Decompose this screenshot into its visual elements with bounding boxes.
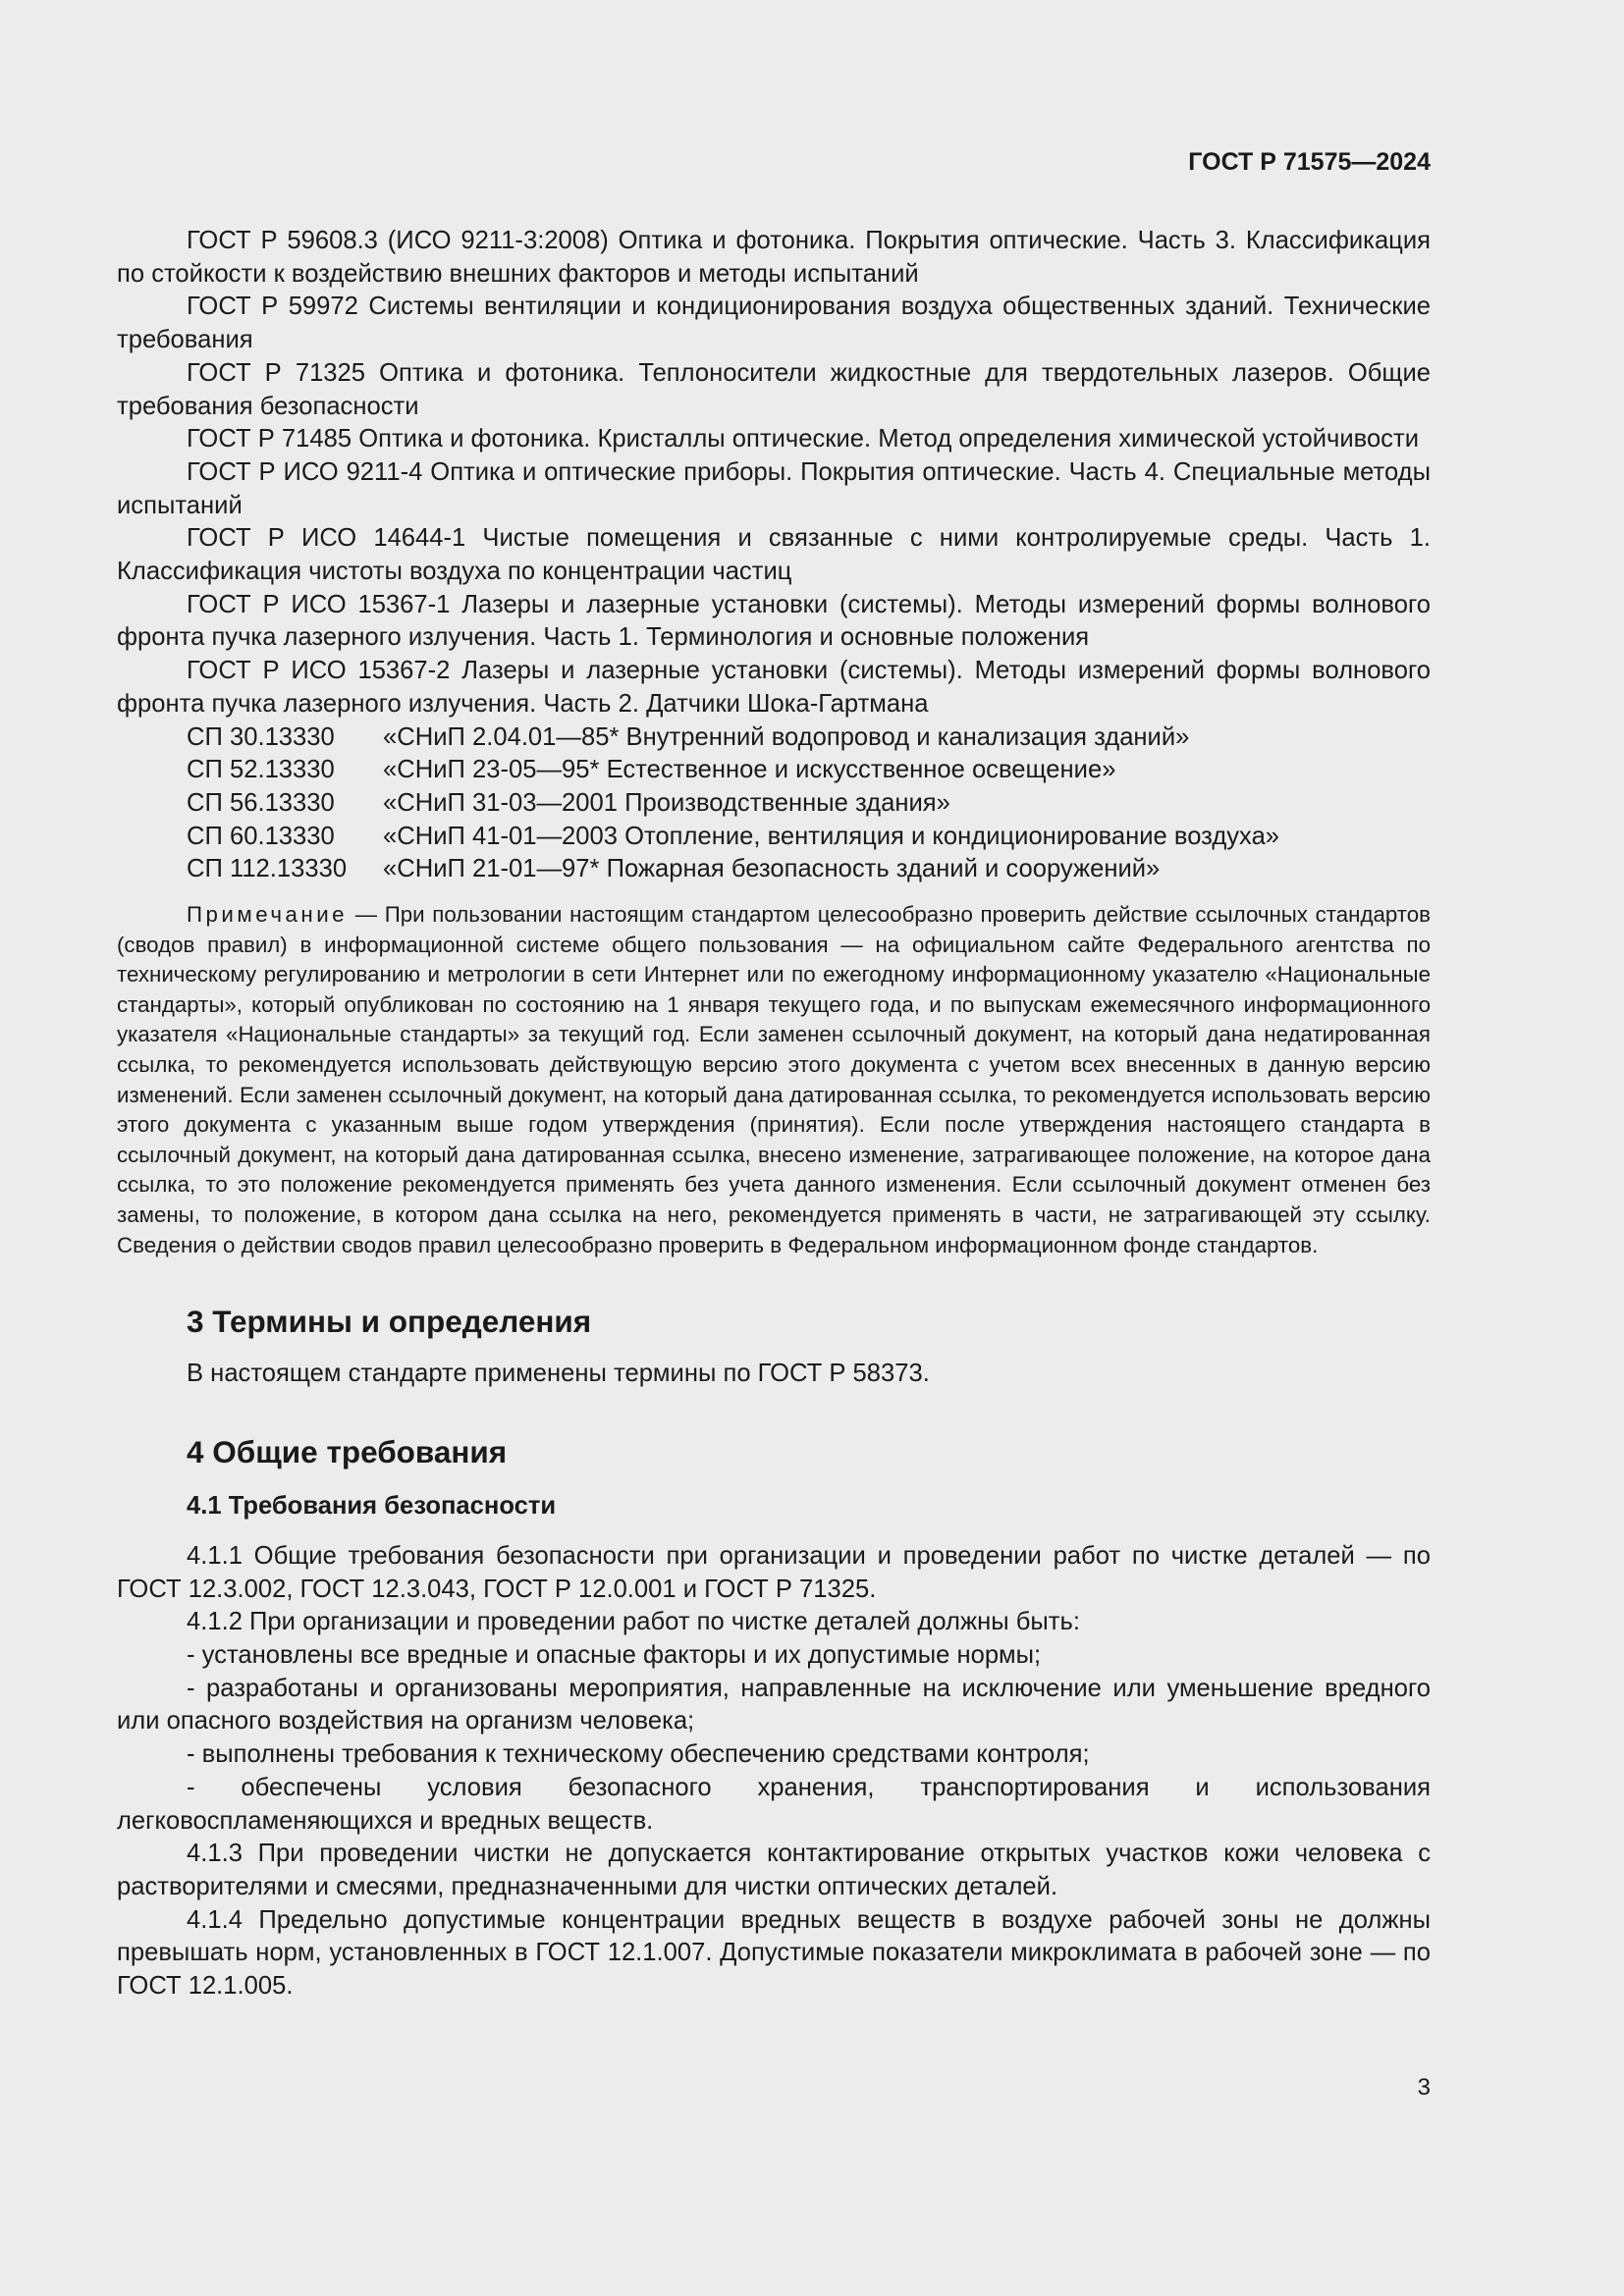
sp-reference-item [117,754,1431,787]
reference-code: ГОСТ Р 71485 [187,425,352,454]
reference-title: Оптика и фотоника. Кристаллы оптические. Метод определения химической устойчивости [358,425,1419,454]
subsection-4-1-heading: 4.1 Требования безопасности [187,1491,557,1520]
sp-reference-code: СП 52.13330 [187,756,335,784]
sp-reference-title: «СНиП 21-01—97* Пожарная безопасность зданий и сооружений» [383,855,1161,883]
reference-title: Оптика и фотоника. Покрытия оптические. Часть 3. Классификация по стойкости к воздействию внешних факторов и методы испытаний [117,227,1431,288]
sp-reference-code: СП 56.13330 [187,788,335,817]
reference-item [117,357,1431,423]
sp-reference-title: «СНиП 31-03—2001 Производственные здания» [383,788,950,817]
note-text: — При пользовании настоящим стандартом целесообразно проверить действие ссылочных стандартов (сводов правил) в информационной системе общего пользования — на официальном сайте Федерального агентства по техническому регулированию и метрологии в сети Интернет или по ежегодному информационному указателю «Национальные стандарты», который опубликован по состоянию на 1 января текущего года, и по выпускам ежемесячного информационного указателя «Национальные стандарты» за текущий год. Если заменен ссылочный документ, на который дана недатированная ссылка, то рекомендуется использовать действующую версию этого документа с учетом всех внесенных в данную версию изменений. Если заменен ссылочный документ, на который дана датированная ссылка, то рекомендуется использовать версию этого документа с указанным выше годом утверждения (принятия). Если после утверждения настоящего стандарта в ссылочный документ, на который дана датированная ссылка, внесено изменение, затрагивающее положение, на которое дана ссылка, то это положение рекомендуется применять без учета данного изменения. Если ссылочный документ отменен без замены, то положение, в котором дана ссылка на него, рекомендуется применять в части, не затрагивающей эту ссылку. Сведения о действии сводов правил целесообразно проверить в Федеральном информационном фонде стандартов. [117,902,1431,1257]
reference-code: ГОСТ Р ИСО 9211-4 [187,457,423,486]
section-4-heading: 4 Общие требования [187,1433,508,1469]
reference-item [117,655,1431,721]
reference-item [117,225,1431,291]
reference-item [117,423,1431,456]
sp-reference-title: «СНиП 23-05—95* Естественное и искусственное освещение» [383,756,1116,784]
reference-code: ГОСТ Р ИСО 14644-1 [187,524,466,553]
clause-4-1-1: 4.1.1 Общие требования безопасности при организации и проведении работ по чистке деталей — по ГОСТ 12.3.002, ГОСТ 12.3.043, ГОСТ Р 12.0.001 и ГОСТ Р 71325. [117,1541,1431,1603]
reference-title: Лазеры и лазерные установки (системы). Методы измерений формы волнового фронта пучка лазерного излучения. Часть 1. Терминология и основные положения [117,590,1431,652]
sp-reference-code: СП 112.13330 [187,855,348,883]
reference-item [117,522,1431,588]
note-label: Примечание [187,902,349,928]
list-item: - установлены все вредные и опасные факторы и их допустимые нормы; [187,1641,1042,1669]
sp-reference-code: СП 30.13330 [187,722,335,751]
reference-code: ГОСТ Р 71325 [187,358,366,387]
list-item: - выполнены требования к техническому обеспечению средствами контроля; [187,1740,1090,1769]
reference-title: Системы вентиляции и кондиционирования воздуха общественных зданий. Технические требования [117,293,1431,354]
clause-4-1-3: 4.1.3 При проведении чистки не допускается контактирование открытых участков кожи человека с растворителями и смесями, предназначенными для чистки оптических деталей. [117,1840,1431,1900]
list-item: - обеспечены условия безопасного хранения, транспортирования и использования легковоспламеняющихся и вредных веществ. [117,1773,1431,1835]
document-code-header: ГОСТ Р 71575—2024 [1188,148,1431,176]
sp-reference-code: СП 60.13330 [187,822,335,850]
page-content [117,225,1431,2003]
normative-references-list [117,225,1431,886]
section-3-heading: 3 Термины и определения [187,1304,592,1340]
reference-code: ГОСТ Р ИСО 15367-2 [187,657,451,685]
list-item: - разработаны и организованы мероприятия, направленные на исключение или уменьшение вредного или опасного воздействия на организм человека; [117,1674,1431,1735]
reference-code: ГОСТ Р 59608.3 (ИСО 9211-3:2008) [187,227,609,254]
reference-title: Чистые помещения и связанные с ними контролируемые среды. Часть 1. Классификация чистоты воздуха по концентрации частиц [117,524,1431,586]
sp-reference-item [117,821,1431,854]
sp-reference-item [117,787,1431,821]
reference-code: ГОСТ Р 59972 [187,293,358,321]
clause-4-1-2: 4.1.2 При организации и проведении работ по чистке деталей должны быть: [187,1608,1080,1636]
sp-reference-item [117,853,1431,886]
clause-4-1-4: 4.1.4 Предельно допустимые концентрации вредных веществ в воздухе рабочей зоны не должны превышать норм, установленных в ГОСТ 12.1.007. Допустимые показатели микроклимата в рабочей зоне — по ГОСТ 12.1.005. [117,1905,1431,2001]
section-3-text: В настоящем стандарте применены термины по ГОСТ Р 58373. [187,1360,930,1388]
note-paragraph [117,900,1431,1260]
sp-reference-title: «СНиП 41-01—2003 Отопление, вентиляция и кондиционирование воздуха» [383,822,1280,850]
sp-reference-title: «СНиП 2.04.01—85* Внутренний водопровод и канализация зданий» [383,722,1190,751]
reference-item [117,291,1431,356]
reference-code: ГОСТ Р ИСО 15367-1 [187,590,451,618]
sp-reference-item [117,721,1431,755]
reference-item [117,589,1431,655]
reference-title: Лазеры и лазерные установки (системы). Методы измерений формы волнового фронта пучка лазерного излучения. Часть 2. Датчики Шока-Гартмана [117,657,1431,718]
page-number: 3 [1417,2074,1431,2101]
reference-title: Оптика и фотоника. Теплоносители жидкостные для твердотельных лазеров. Общие требования безопасности [117,358,1431,420]
reference-title: Оптика и оптические приборы. Покрытия оптические. Часть 4. Специальные методы испытаний [117,457,1431,519]
reference-item [117,456,1431,522]
